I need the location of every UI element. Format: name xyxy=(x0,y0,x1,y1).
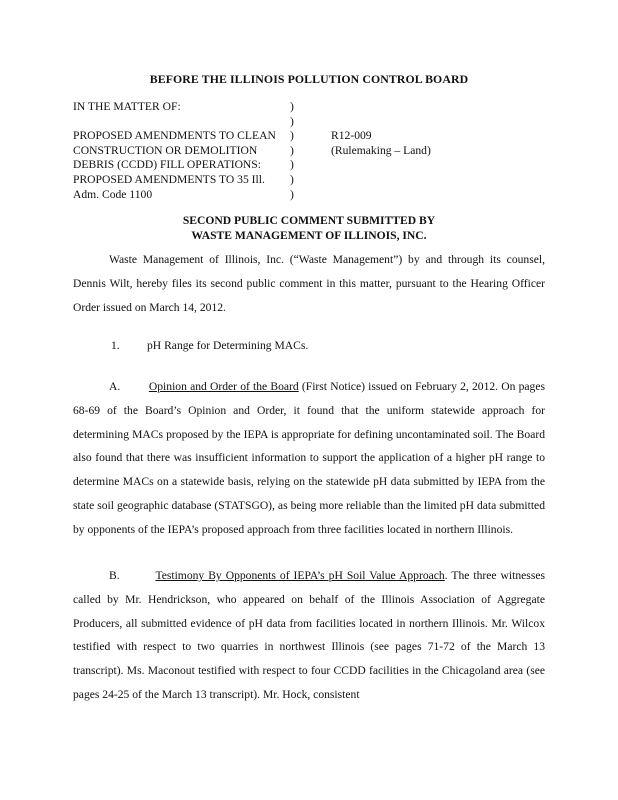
comment-heading xyxy=(0,214,618,243)
caption-paren: ) xyxy=(290,187,294,201)
caption-line xyxy=(73,115,276,130)
board-title: BEFORE THE ILLINOIS POLLUTION CONTROL BOARD xyxy=(149,72,469,86)
section-1-heading xyxy=(111,339,308,352)
caption-paren: ) xyxy=(290,100,294,113)
paragraph-text: . The three witnesses called by Mr. Hendrickson, who appeared on behalf of the Illinois Association of Aggregate Producers, all submitted evidence of pH data from facilities located in northern Illinois. Mr. Wilcox testified with respect to two quarries in northwest Illinois (see pages 71-72 of the March 13 transcript). Ms. Maconout testified with respect to four CCDD facilities in the Chicagoland area (see pages 24-25 of the March 13 transcript). Mr. Hock, consistent xyxy=(73,569,545,701)
caption-paren: ) xyxy=(290,143,294,157)
paragraph-letter: B. xyxy=(109,569,120,582)
caption-line: IN THE MATTER OF: xyxy=(73,100,181,113)
intro-paragraph: Waste Management of Illinois, Inc. (“Waste Management”) by and through its counsel, Dennis Wilt, hereby files its second public comment in this matter, pursuant to the Hearing Officer Order issued on March 14, 2012. xyxy=(73,253,545,314)
section-title: pH Range for Determining MACs. xyxy=(147,339,309,352)
caption-line: Adm. Code 1100 xyxy=(73,187,153,201)
caption-paren: ) xyxy=(290,172,294,186)
caption-paren: ) xyxy=(290,114,294,128)
caption-line: PROPOSED AMENDMENTS TO 35 Ill. xyxy=(73,172,265,186)
paragraph-heading: Opinion and Order of the Board xyxy=(148,380,299,393)
paragraph-letter: A. xyxy=(109,380,121,393)
paragraph-a xyxy=(73,375,545,542)
caption-parens xyxy=(290,100,294,202)
caption-matter xyxy=(73,100,276,202)
paragraph-b xyxy=(73,564,545,707)
docket-number: R12-009 xyxy=(331,129,372,142)
caption-paren: ) xyxy=(290,158,294,172)
heading-line-2: WASTE MANAGEMENT OF ILLINOIS, INC. xyxy=(191,228,427,242)
paragraph-heading: Testimony By Opponents of IEPA’s pH Soil Value Approach xyxy=(155,569,445,582)
caption-line: DEBRIS (CCDD) FILL OPERATIONS: xyxy=(73,158,261,172)
section-number: 1. xyxy=(111,339,120,352)
paragraph-text: (First Notice) issued on February 2, 2012. On pages 68-69 of the Board’s Opinion and Order, it found that the uniform statewide approach for determining MACs proposed by the IEPA is appropriate for defining uncontaminated soil. The Board also found that there was insufficient information to support the application of a higher pH range to determine MACs on a statewide basis, relying on the statewide pH data submitted by IEPA from the state soil geographic database (STATSGO), as being more reliable than the limited pH data submitted by opponents of the IEPA’s proposed approach from three facilities located in northern Illinois. xyxy=(73,380,545,536)
caption-line: CONSTRUCTION OR DEMOLITION xyxy=(73,143,258,157)
docket-type: (Rulemaking – Land) xyxy=(331,143,431,157)
heading-line-1: SECOND PUBLIC COMMENT SUBMITTED BY xyxy=(182,214,436,227)
caption-line: PROPOSED AMENDMENTS TO CLEAN xyxy=(73,129,276,143)
caption-docket xyxy=(331,129,431,158)
caption-paren: ) xyxy=(290,129,294,143)
